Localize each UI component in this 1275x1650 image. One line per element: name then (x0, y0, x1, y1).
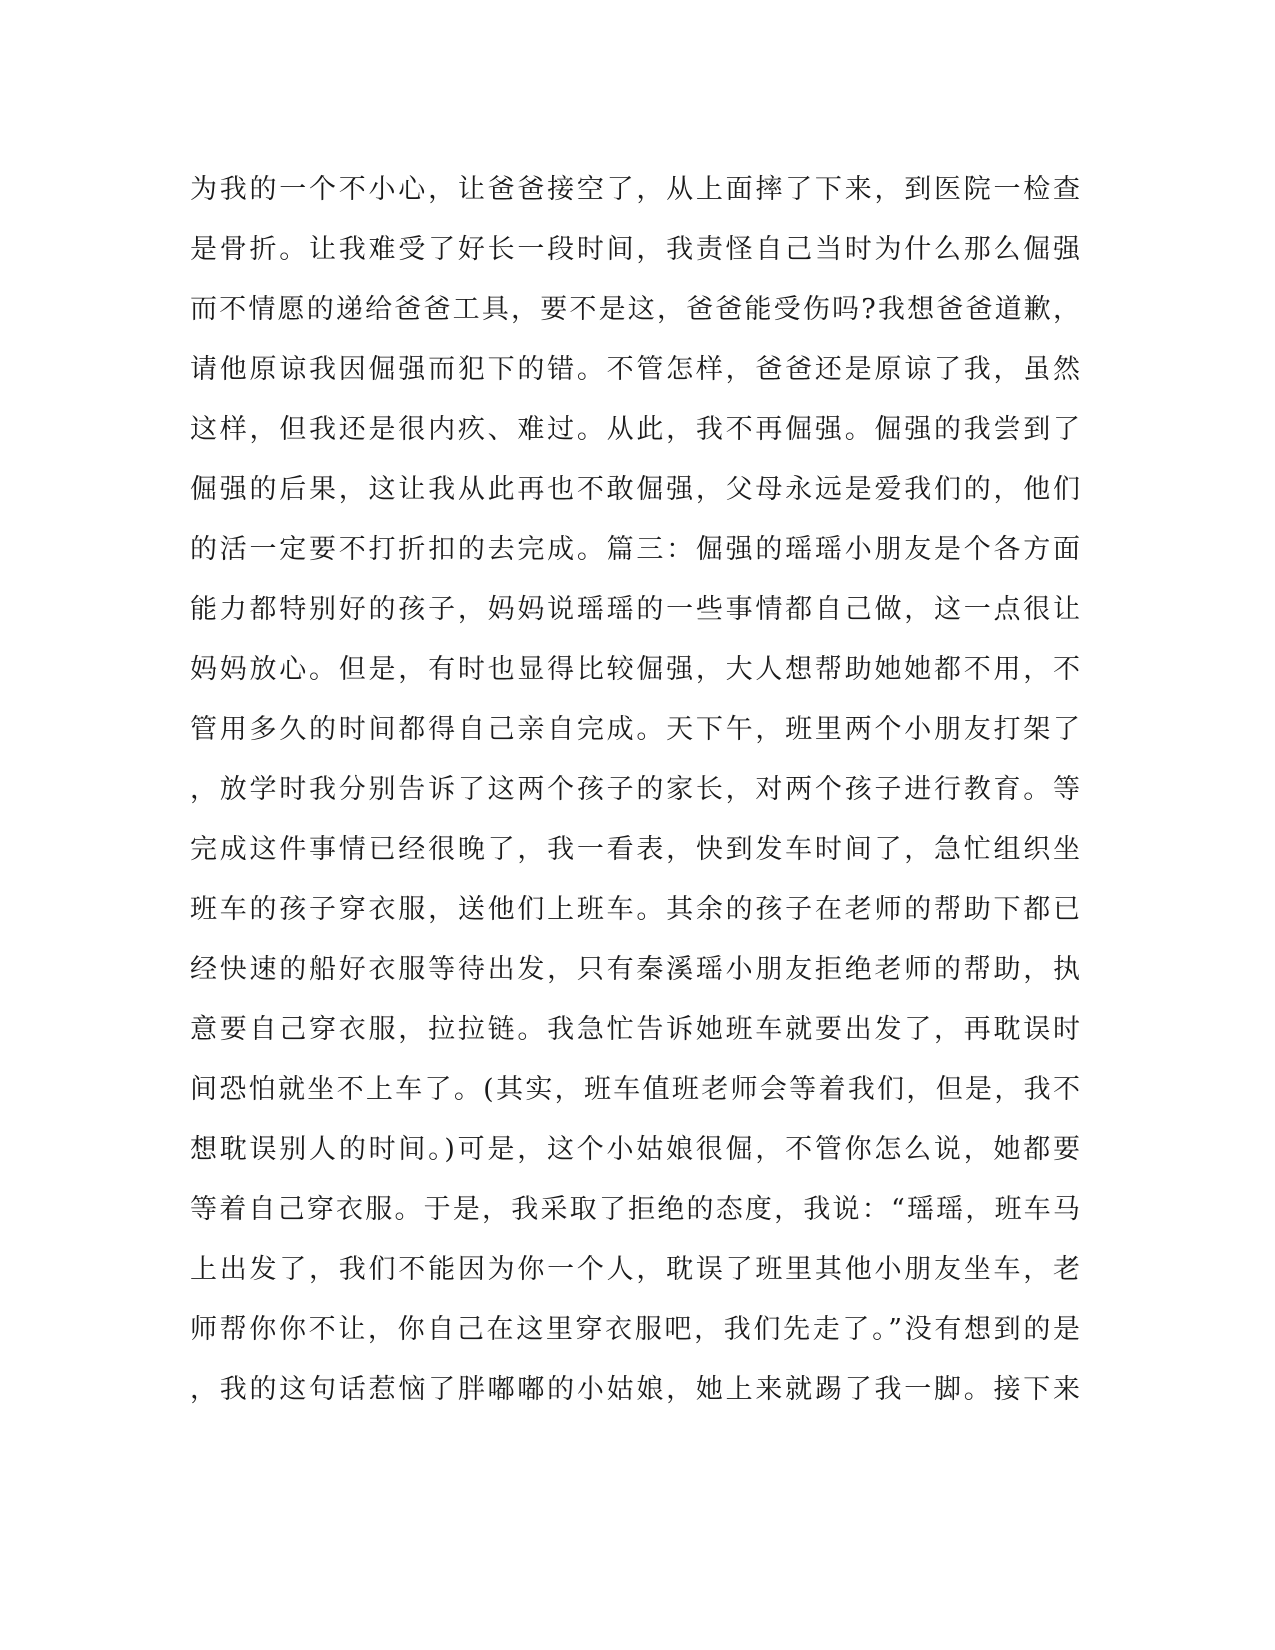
text-line: 完成这件事情已经很晚了，我一看表，快到发车时间了，急忙组织坐 (190, 834, 1080, 865)
text-line: 是骨折。让我难受了好长一段时间，我责怪自己当时为什么那么倔强 (190, 234, 1080, 265)
text-line: 上出发了，我们不能因为你一个人，耽误了班里其他小朋友坐车，老 (190, 1254, 1080, 1285)
text-line: 经快速的船好衣服等待出发，只有秦溪瑶小朋友拒绝老师的帮助，执 (190, 954, 1080, 985)
text-line: 班车的孩子穿衣服，送他们上班车。其余的孩子在老师的帮助下都已 (190, 894, 1080, 925)
text-line: ，我的这句话惹恼了胖嘟嘟的小姑娘，她上来就踢了我一脚。接下来 (190, 1374, 1080, 1405)
text-line: 妈妈放心。但是，有时也显得比较倔强，大人想帮助她她都不用，不 (190, 654, 1080, 685)
text-line: 想耽误别人的时间。)可是，这个小姑娘很倔，不管你怎么说，她都要 (190, 1134, 1080, 1165)
text-line: 等着自己穿衣服。于是，我采取了拒绝的态度，我说：“瑶瑶，班车马 (190, 1194, 1080, 1225)
text-line: 师帮你你不让，你自己在这里穿衣服吧，我们先走了。”没有想到的是 (190, 1314, 1080, 1345)
text-line: 间恐怕就坐不上车了。(其实，班车值班老师会等着我们，但是，我不 (190, 1074, 1080, 1105)
text-line: 意要自己穿衣服，拉拉链。我急忙告诉她班车就要出发了，再耽误时 (190, 1014, 1080, 1045)
body-text (190, 160, 1080, 1420)
text-line: 的活一定要不打折扣的去完成。篇三：倔强的瑶瑶小朋友是个各方面 (190, 534, 1080, 565)
text-line: 为我的一个不小心，让爸爸接空了，从上面摔了下来，到医院一检查 (190, 174, 1080, 205)
text-line: 而不情愿的递给爸爸工具，要不是这，爸爸能受伤吗?我想爸爸道歉， (190, 294, 1080, 325)
text-line: 能力都特别好的孩子，妈妈说瑶瑶的一些事情都自己做，这一点很让 (190, 594, 1080, 625)
text-line: 请他原谅我因倔强而犯下的错。不管怎样，爸爸还是原谅了我，虽然 (190, 354, 1080, 385)
text-line: 管用多久的时间都得自己亲自完成。天下午，班里两个小朋友打架了 (190, 714, 1080, 745)
text-line: 这样，但我还是很内疚、难过。从此，我不再倔强。倔强的我尝到了 (190, 414, 1080, 445)
text-line: ，放学时我分别告诉了这两个孩子的家长，对两个孩子进行教育。等 (190, 774, 1080, 805)
text-line: 倔强的后果，这让我从此再也不敢倔强，父母永远是爱我们的，他们 (190, 474, 1080, 505)
